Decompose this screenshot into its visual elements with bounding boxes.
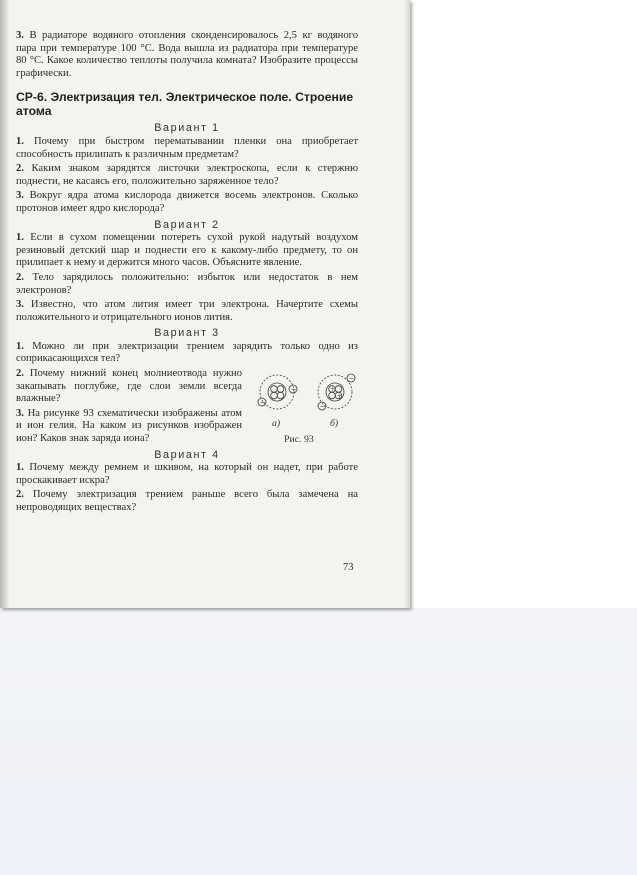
electron-a1-sign: −: [290, 385, 297, 394]
variant-1-heading: Вариант 1: [154, 122, 220, 135]
question-text: Известно, что атом лития имеет три электрона. Начертите схемы положительного и отрицательного ионов лития.: [16, 299, 358, 323]
electron-b2-sign: −: [319, 402, 326, 411]
scanner-background: [0, 608, 637, 875]
book-page: [0, 0, 410, 608]
question-number: 2.: [16, 163, 24, 175]
particle-a4: [277, 392, 284, 399]
figure-label-a: а): [272, 418, 281, 430]
particle-a3: [271, 392, 278, 399]
page-content: [16, 30, 358, 517]
intro-problem: [16, 30, 358, 80]
electron-a2-sign: −: [259, 398, 266, 407]
question-number: 3.: [16, 190, 24, 202]
question-number: 1.: [16, 462, 24, 474]
v1-question-2: [16, 163, 358, 188]
question-text: На рисунке 93 схематически изображены атом и ион гелия. На каком из рисунков изображен ион? Каков знак заряда иона?: [16, 407, 242, 445]
question-text: Каким знаком зарядятся листочки электроскопа, если к стержню поднести, не касаясь его, положительно заряженное тело?: [16, 163, 358, 187]
figure-caption: Рис. 93: [284, 434, 314, 446]
problem-number: 3.: [16, 30, 24, 41]
particle-a2: [277, 386, 284, 393]
question-text: Тело зарядилось положительно: избыток или недостаток в нем электронов?: [16, 271, 358, 296]
v2-question-3: [16, 299, 358, 324]
page-number: 73: [343, 562, 354, 573]
binding-shadow: [0, 0, 10, 608]
question-number: 2.: [16, 368, 24, 380]
v1-question-3: [16, 190, 358, 215]
figure-block: [16, 368, 358, 446]
question-text: Почему электризация трением раньше всего была замечена на непроводящих веществах?: [16, 489, 358, 513]
variant-2-heading: Вариант 2: [154, 218, 220, 231]
question-number: 3.: [16, 299, 24, 311]
figure-side-text: [16, 368, 242, 446]
question-text: Вокруг ядра атома кислорода движется восемь электронов. Сколько протонов имеет ядро кислорода?: [16, 190, 358, 214]
question-number: 3.: [16, 407, 24, 419]
question-text: Если в сухом помещении потереть сухой рукой надутый воздухом резиновый детский шар и поднести его к какому-либо предмету, то он прилипает к нему и держится много часов. Объясните явление.: [16, 232, 358, 269]
atom-diagrams: [252, 368, 360, 432]
particle-b2: [335, 386, 342, 393]
v4-question-2: [16, 489, 358, 514]
v2-question-2: [16, 272, 358, 297]
variant-4-heading: Вариант 4: [154, 448, 220, 461]
question-number: 1.: [16, 340, 24, 352]
question-text: Почему нижний конец молниеотвода нужно закапывать поглубже, где слои земли всегда влажные?: [16, 368, 243, 405]
question-number: 2.: [16, 271, 24, 283]
question-text: Можно ли при электризации трением зарядить только одно из соприкасающихся тел?: [16, 340, 358, 365]
figure-label-b: б): [330, 418, 339, 430]
v3-question-3: [16, 408, 242, 446]
figure-93: [252, 368, 360, 446]
question-text: Почему при быстром перематывании пленки она приобретает способность прилипать к различным предметам?: [16, 135, 358, 160]
v1-question-1: [16, 136, 358, 161]
nucleus-a: [268, 383, 286, 401]
electron-b1-sign: −: [348, 374, 355, 383]
question-number: 1.: [16, 135, 24, 147]
v2-question-1: [16, 232, 358, 270]
proton-b1-sign: +: [330, 386, 336, 394]
section-title: СР-6. Электризация тел. Электрическое поле. Строение атома: [16, 90, 354, 119]
page-edge-shadow: [404, 0, 410, 608]
v3-question-1: [16, 341, 358, 366]
question-number: 1.: [16, 232, 24, 244]
v3-question-2: [16, 368, 242, 406]
problem-text: В радиаторе водяного отопления сконденсировалось 2,5 кг водяного пара при температуре 100 °С. Вода вышла из радиатора при температуре 80 °С. Какое количество теплоты получила комната? Изобразите процессы графически.: [16, 30, 358, 79]
variant-3-heading: Вариант 3: [154, 327, 220, 340]
question-number: 2.: [16, 489, 24, 501]
question-text: Почему между ремнем и шкивом, на который он надет, при работе проскакивает искра?: [16, 462, 358, 486]
v4-question-1: [16, 462, 358, 487]
proton-b2-sign: +: [336, 392, 342, 400]
particle-a1: [271, 386, 278, 393]
